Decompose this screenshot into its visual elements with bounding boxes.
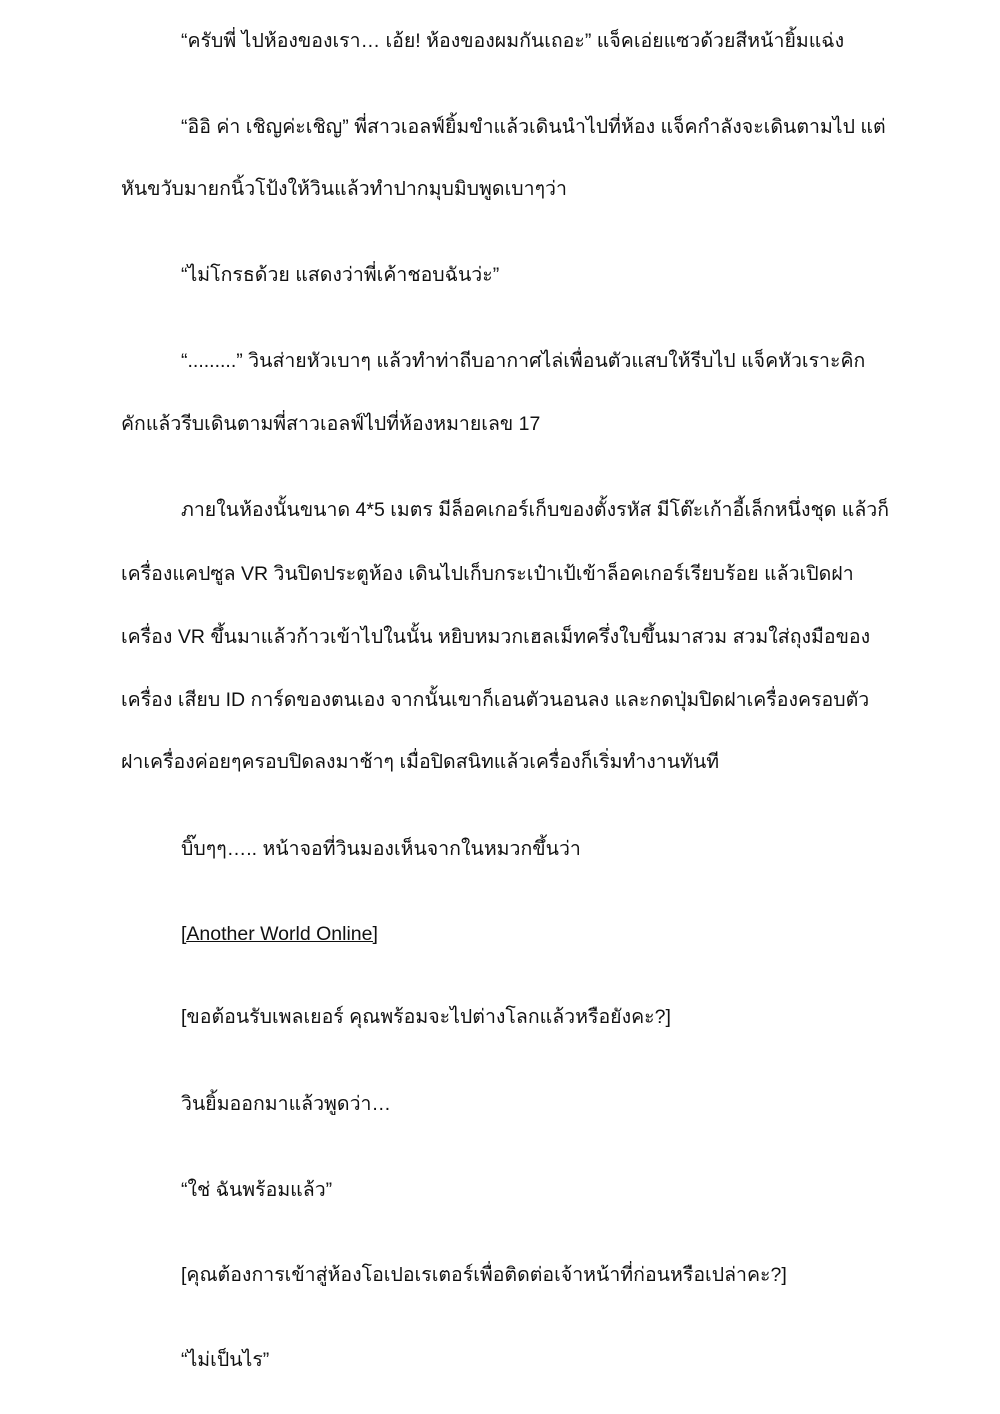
game-title-line: [0, 920, 1000, 948]
paragraph-line: “ใช่ ฉันพร้อมแล้ว”: [181, 1179, 333, 1201]
game-title-link[interactable]: [Another World Online]: [181, 923, 378, 945]
paragraph-line: “ไม่เป็นไร”: [181, 1349, 270, 1371]
paragraph-line: “อิอิ ค่า เชิญค่ะเชิญ” พี่สาวเอลฟ์ยิ้มขำแล้วเดินนำไปที่ห้อง แจ็คกำลังจะเดินตามไป แต่: [181, 116, 886, 138]
paragraph-line: ภายในห้องนั้นขนาด 4*5 เมตร มีล็อคเกอร์เก็บของตั้งรหัส มีโต๊ะเก้าอี้เล็กหนึ่งชุด แล้วก็: [181, 499, 890, 521]
paragraph-line: เครื่อง เสียบ ID การ์ดของตนเอง จากนั้นเขาก็เอนตัวนอนลง และกดปุ่มปิดฝาเครื่องครอบตัว: [121, 689, 870, 711]
paragraph-line: “ครับพี่ ไปห้องของเรา… เอ้ย! ห้องของผมกันเถอะ” แจ็คเอ่ยแซวด้วยสีหน้ายิ้มแฉ่ง: [181, 30, 845, 52]
paragraph-line: เครื่อง VR ขึ้นมาแล้วก้าวเข้าไปในนั้น หยิบหมวกเฮลเม็ทครึ่งใบขึ้นมาสวม สวมใส่ถุงมือของ: [121, 626, 871, 648]
paragraph-line: วินยิ้มออกมาแล้วพูดว่า…: [181, 1093, 391, 1115]
paragraph-line: คักแล้วรีบเดินตามพี่สาวเอลฟ์ไปที่ห้องหมายเลข 17: [121, 413, 541, 435]
paragraph-line: [คุณต้องการเข้าสู่ห้องโอเปอเรเตอร์เพื่อติดต่อเจ้าหน้าที่ก่อนหรือเปล่าคะ?]: [181, 1264, 787, 1286]
paragraph-line: [ขอต้อนรับเพลเยอร์ คุณพร้อมจะไปต่างโลกแล้วหรือยังคะ?]: [181, 1006, 671, 1028]
paragraph-line: “.........” วินส่ายหัวเบาๆ แล้วทำท่าถีบอากาศไล่เพื่อนตัวแสบให้รีบไป แจ็คหัวเราะคิก: [181, 350, 866, 372]
paragraph-line: หันขวับมายกนิ้วโป้งให้วินแล้วทำปากมุบมิบพูดเบาๆว่า: [121, 178, 567, 200]
paragraph-line: บิ๊บๆๆ….. หน้าจอที่วินมองเห็นจากในหมวกขึ้นว่า: [181, 838, 581, 860]
paragraph-line: “ไม่โกรธด้วย แสดงว่าพี่เค้าชอบฉันว่ะ”: [181, 264, 500, 286]
paragraph-line: เครื่องแคปซูล VR วินปิดประตูห้อง เดินไปเก็บกระเป๋าเป้เข้าล็อคเกอร์เรียบร้อย แล้วเปิดฝา: [121, 563, 854, 585]
paragraph-line: ฝาเครื่องค่อยๆครอบปิดลงมาช้าๆ เมื่อปิดสนิทแล้วเครื่องก็เริ่มทำงานทันที: [121, 751, 720, 773]
